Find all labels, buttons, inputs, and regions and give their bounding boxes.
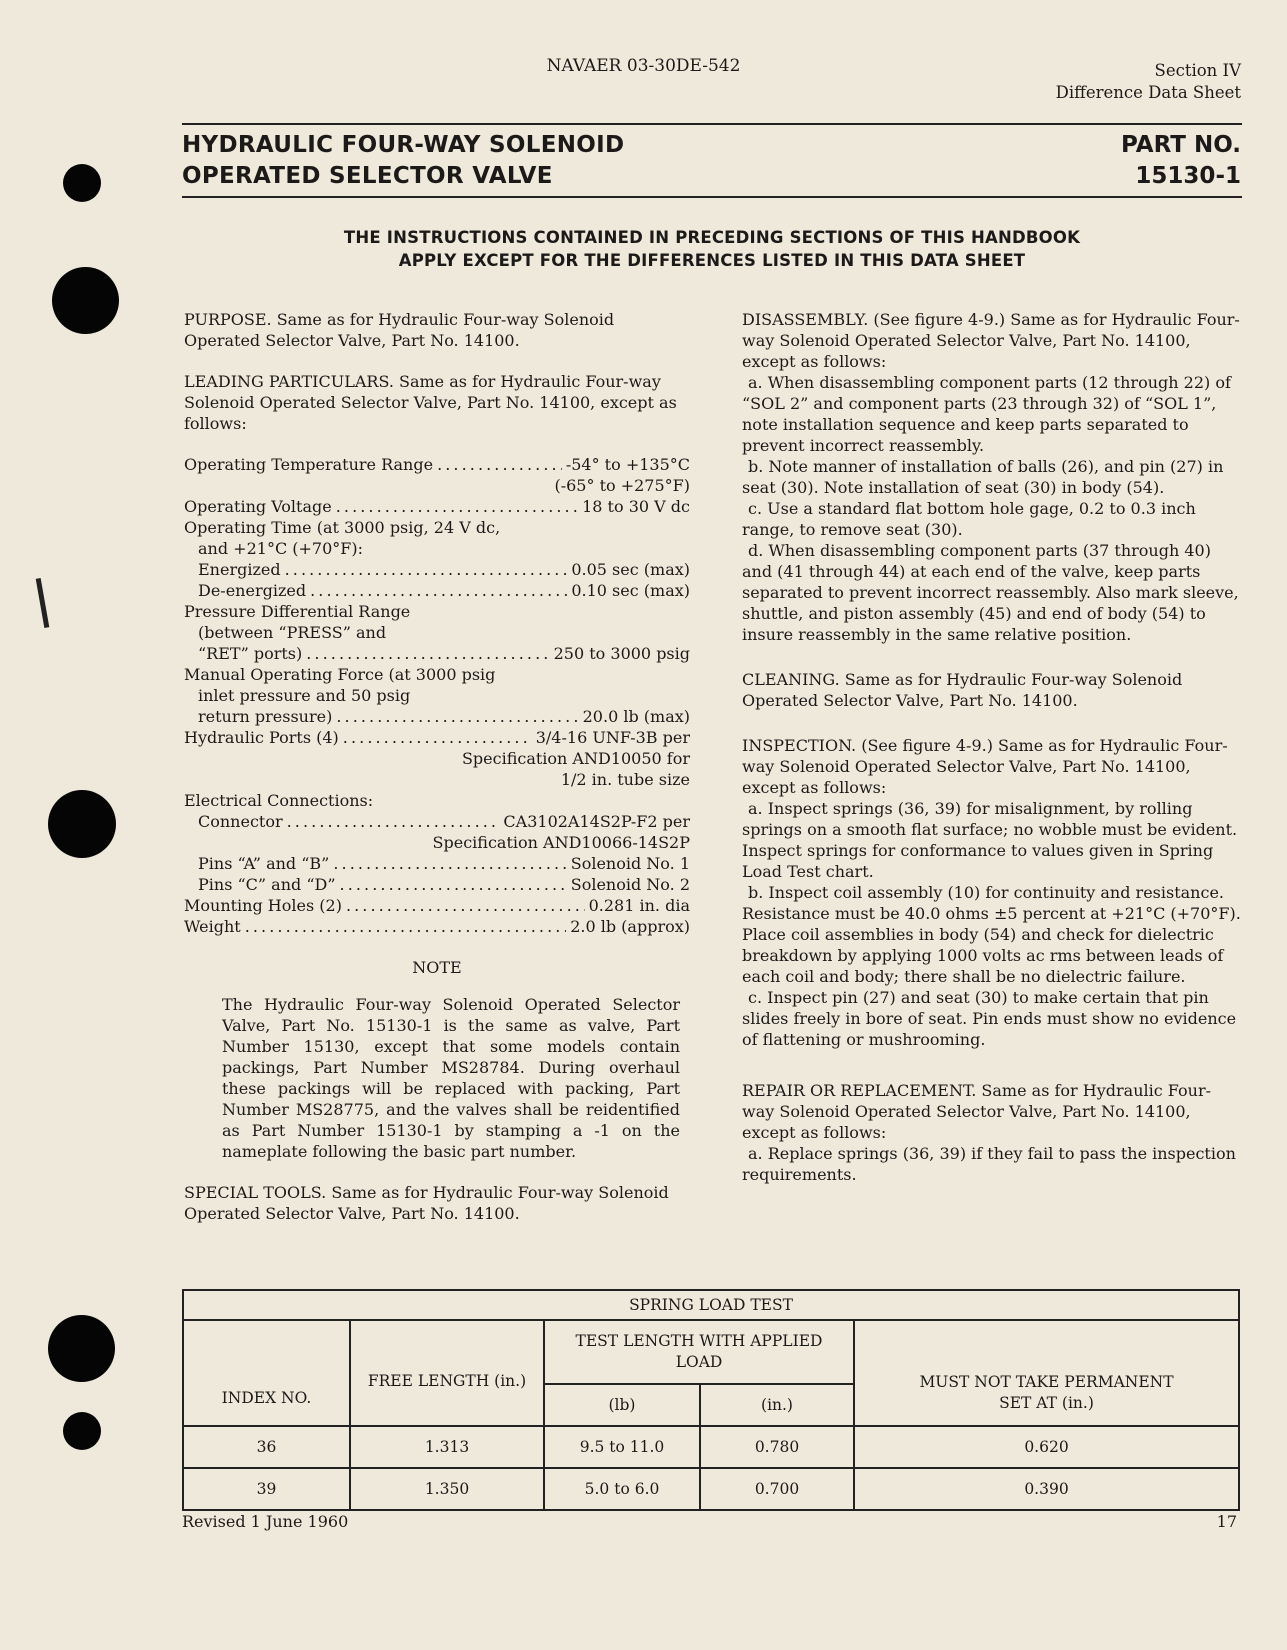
- spec-pressure: Pressure Differential Range: [184, 602, 411, 621]
- disassembly-step-d: d. When disassembling component parts (37 through 40) and (41 through 44) at each end of the valve, keep parts separated to prevent incorrect reassembly. Also mark sleeve, shuttle, and piston assembly (45) and end of body (54) to insure reassembly in the same relative position.: [742, 541, 1239, 644]
- disassembly-step-c: c. Use a standard flat bottom hole gage, 0.2 to 0.3 inch range, to remove seat (30).: [742, 499, 1196, 539]
- header-permanent-set: MUST NOT TAKE PERMANENT SET AT (in.): [854, 1320, 1239, 1426]
- table-title: SPRING LOAD TEST: [183, 1290, 1239, 1320]
- inspection-step-c: c. Inspect pin (27) and seat (30) to make certain that pin slides freely in bore of seat. Pin ends must show no evidence of flattening or mushrooming.: [742, 988, 1237, 1049]
- table-row: 36 1.313 9.5 to 11.0 0.780 0.620: [183, 1426, 1239, 1468]
- repair-paragraph: REPAIR OR REPLACEMENT. Same as for Hydraulic Four-way Solenoid Operated Selector Valve, Part No. 14100, except as follows:: [742, 1081, 1212, 1142]
- spec-deenergized: De-energized . . . 0.10 sec (max): [184, 580, 690, 601]
- spec-voltage: Operating Voltage . . . 18 to 30 V dc: [184, 496, 690, 517]
- spec-electrical: Electrical Connections:: [184, 791, 374, 810]
- spec-operating-time: Operating Time (at 3000 psig, 24 V dc,: [184, 518, 501, 537]
- spec-pins-cd: Pins “C” and “D” . . . Solenoid No. 2: [184, 874, 690, 895]
- page-number: 17: [1216, 1512, 1237, 1531]
- inspection-step-b: b. Inspect coil assembly (10) for continuity and resistance. Resistance must be 40.0 ohms ±5 percent at +21°C (+70°F). Place coil assemblies in body (54) and check for dielectric breakdown by applying 1000 volts ac rms between leads of each coil and body; there shall be no dielectric failure.: [742, 883, 1241, 986]
- document-title: HYDRAULIC FOUR-WAY SOLENOID OPERATED SELECTOR VALVE: [182, 132, 625, 189]
- spec-temperature: Operating Temperature Range . . . -54° to +135°C: [184, 454, 690, 475]
- header-load-lb: (lb): [544, 1384, 700, 1426]
- note-body: The Hydraulic Four-way Solenoid Operated Selector Valve, Part No. 15130-1 is the same as valve, Part Number 15130, except that some models contain packings, Part Number MS28784. During overhaul these packings will be replaced with packing, Part Number MS28775, and the valves shall be reidentified as Part Number 15130-1 by stamping a -1 on the nameplate following the basic part number.: [222, 995, 680, 1161]
- page-tear-mark: [36, 578, 50, 628]
- spec-connector: Connector . . . CA3102A14S2P-F2 per: [184, 811, 690, 832]
- purpose-paragraph: PURPOSE. Same as for Hydraulic Four-way Solenoid Operated Selector Valve, Part No. 14100.: [184, 310, 615, 350]
- header-length-in: (in.): [700, 1384, 854, 1426]
- right-column: [742, 309, 1242, 1185]
- spec-weight: Weight . . . 2.0 lb (approx): [184, 916, 690, 937]
- section-label: [1056, 60, 1241, 104]
- document-number: NAVAER 03-30DE-542: [546, 56, 741, 76]
- section-number: Section IV: [1154, 61, 1241, 80]
- left-column: [184, 309, 690, 1244]
- table-row: 39 1.350 5.0 to 6.0 0.700 0.390: [183, 1468, 1239, 1510]
- spring-load-test-table: [182, 1289, 1240, 1511]
- binder-hole: [63, 1412, 101, 1450]
- header-test-length: TEST LENGTH WITH APPLIED LOAD: [544, 1320, 854, 1384]
- cleaning-paragraph: CLEANING. Same as for Hydraulic Four-way Solenoid Operated Selector Valve, Part No. 14100.: [742, 670, 1183, 710]
- title-bottom-rule: [182, 196, 1242, 198]
- disassembly-step-a: a. When disassembling component parts (12 through 22) of “SOL 2” and component parts (23 through 32) of “SOL 1”, note installation sequence and keep parts separated to prevent incorrect reassembly.: [742, 373, 1231, 455]
- title-top-rule: [182, 123, 1242, 125]
- repair-step-a: a. Replace springs (36, 39) if they fail to pass the inspection requirements.: [742, 1144, 1236, 1184]
- revision-date: Revised 1 June 1960: [182, 1512, 349, 1531]
- spec-pins-ab: Pins “A” and “B” . . . Solenoid No. 1: [184, 853, 690, 874]
- instructions-banner: THE INSTRUCTIONS CONTAINED IN PRECEDING SECTIONS OF THIS HANDBOOK APPLY EXCEPT FOR THE DIFFERENCES LISTED IN THIS DATA SHEET: [343, 228, 1081, 270]
- special-tools-paragraph: SPECIAL TOOLS. Same as for Hydraulic Four-way Solenoid Operated Selector Valve, Part No. 14100.: [184, 1183, 669, 1223]
- part-number-block: PART NO. 15130-1: [1121, 132, 1241, 189]
- disassembly-step-b: b. Note manner of installation of balls (26), and pin (27) in seat (30). Note installation of seat (30) in body (54).: [742, 457, 1224, 497]
- disassembly-paragraph: DISASSEMBLY. (See figure 4-9.) Same as for Hydraulic Four-way Solenoid Operated Selector Valve, Part No. 14100, except as follows:: [742, 310, 1240, 371]
- note-heading: NOTE: [412, 958, 462, 977]
- binder-hole: [48, 1315, 115, 1382]
- binder-hole: [48, 790, 116, 858]
- inspection-paragraph: INSPECTION. (See figure 4-9.) Same as for Hydraulic Four-way Solenoid Operated Selector Valve, Part No. 14100, except as follows:: [742, 736, 1228, 797]
- spec-manual-force: Manual Operating Force (at 3000 psig: [184, 665, 496, 684]
- binder-hole: [52, 267, 119, 334]
- leading-particulars-list: Operating Temperature Range . . . -54° to +135°C (-65° to +275°F) Operating Voltage . . . 18 to 30 V dc Operating Time (at 3000 psig, 24 V dc, and +21°C (+70°F): Energized . . . 0.05 sec (max) De-energized . . . 0.10 sec (max) Pressure Differential Range (between “PRESS” and “RET” ports) . . . 250 to 3000 psig Manual Operating Force (at 3000 psig inlet pressure and 50 psig return pressure) . . . 20.0 lb (max) Hydraulic Ports (4) . . . 3/4-16 UNF-3B per Specification AND10050 for 1/2 in. tube size Electrical Connections: Connector . . . CA3102A14S2P-F2 per Specification AND10066-14S2P Pins “A” and “B” . . . Solenoid No. 1 Pins “C” and “D” . . . Solenoid No. 2 Mounting Holes (2) . . . 0.281 in. dia Weight . . . 2.0 lb (approx): [184, 454, 690, 937]
- binder-hole: [63, 164, 101, 202]
- leading-particulars-paragraph: LEADING PARTICULARS. Same as for Hydraulic Four-way Solenoid Operated Selector Valve, Part No. 14100, except as follows:: [184, 372, 677, 433]
- spec-energized: Energized . . . 0.05 sec (max): [184, 559, 690, 580]
- inspection-step-a: a. Inspect springs (36, 39) for misalignment, by rolling springs on a smooth flat surface; no wobble must be evident. Inspect springs for conformance to values given in Spring Load Test chart.: [742, 799, 1238, 881]
- spec-hydraulic-ports: Hydraulic Ports (4) . . . 3/4-16 UNF-3B per: [184, 727, 690, 748]
- header-index: INDEX NO.: [183, 1320, 350, 1426]
- header-free-length: FREE LENGTH (in.): [350, 1320, 544, 1426]
- section-subtitle: Difference Data Sheet: [1055, 83, 1241, 102]
- spec-mounting-holes: Mounting Holes (2) . . . 0.281 in. dia: [184, 895, 690, 916]
